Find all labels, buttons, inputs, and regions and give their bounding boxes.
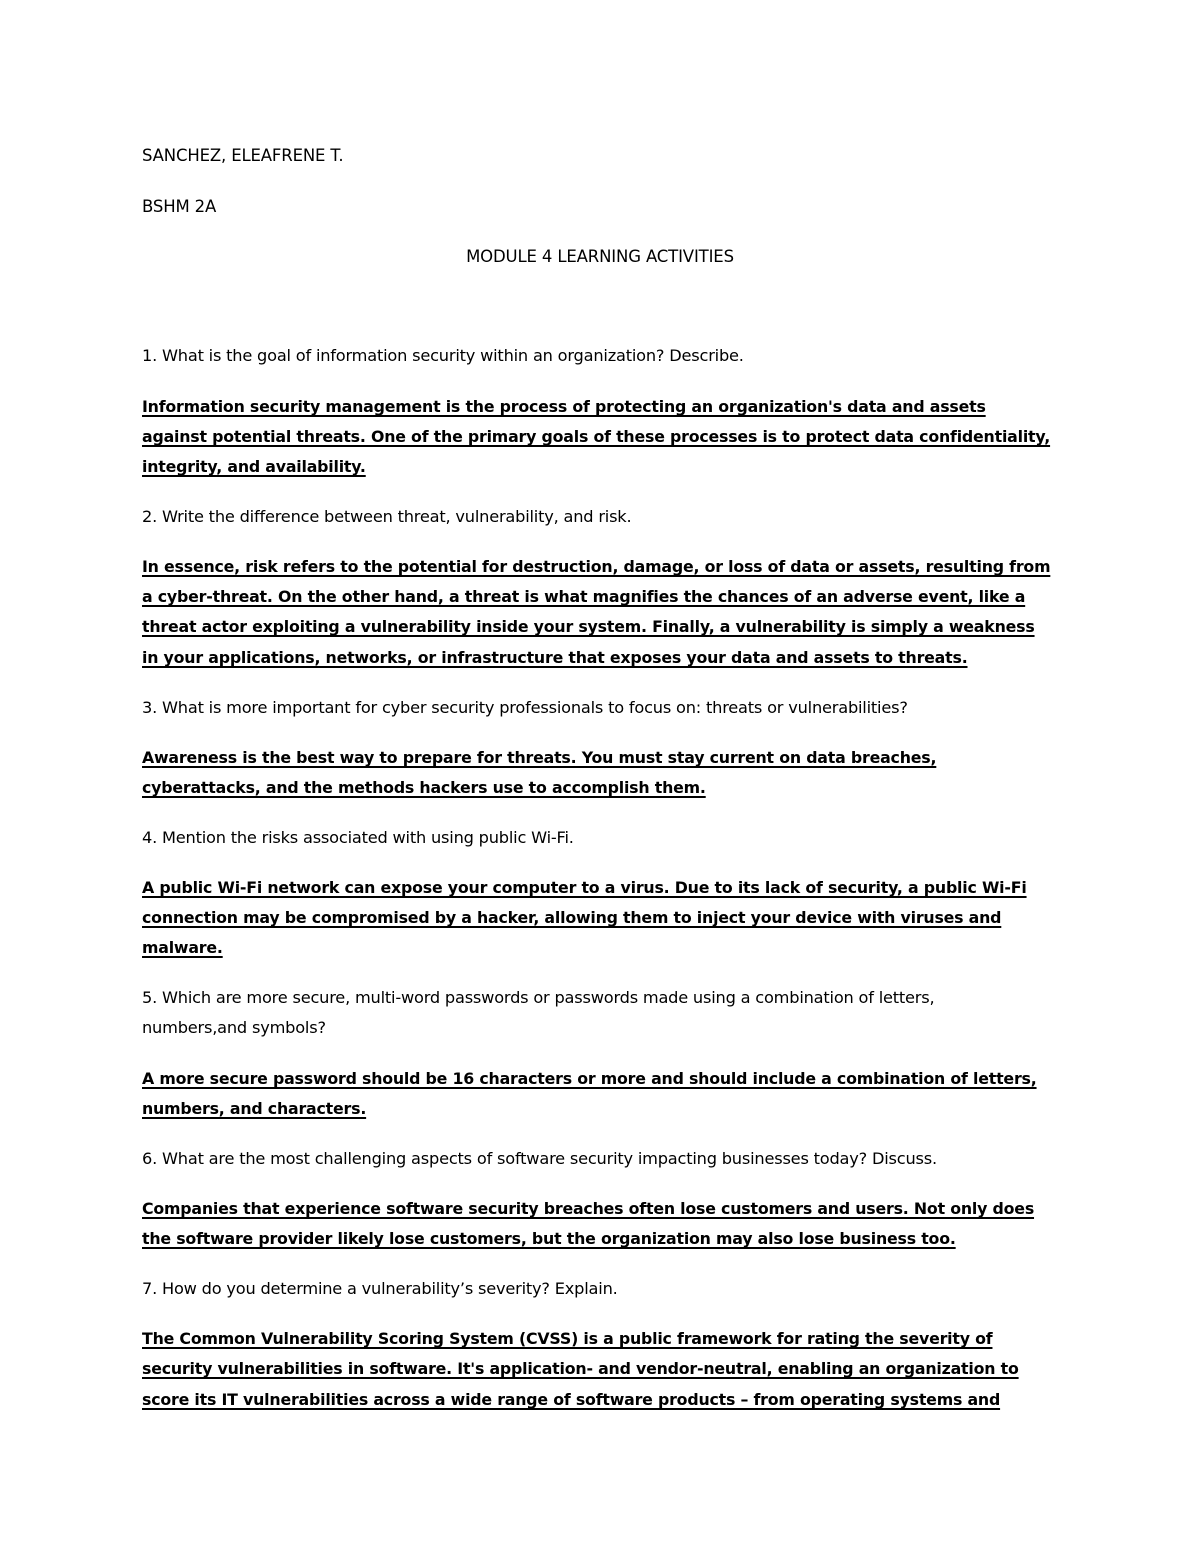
answer-7-line-3: score its IT vulnerabilities across a wide range of software products – from operating systems and (142, 1390, 1001, 1409)
question-4: 4. Mention the risks associated with using public Wi-Fi. (142, 828, 574, 847)
answer-1-line-1: Information security management is the process of protecting an organization's data and assets (142, 397, 986, 416)
question-5-line-2: numbers,and symbols? (142, 1018, 326, 1037)
answer-4-line-1: A public Wi-Fi network can expose your computer to a virus. Due to its lack of security, a public Wi-Fi (142, 878, 1027, 897)
answer-6-line-2: the software provider likely lose customers, but the organization may also lose business too. (142, 1229, 956, 1248)
question-6: 6. What are the most challenging aspects of software security impacting businesses today? Discuss. (142, 1149, 937, 1168)
answer-2-line-3: threat actor exploiting a vulnerability inside your system. Finally, a vulnerability is simply a weakness (142, 617, 1035, 636)
answer-7-line-2: security vulnerabilities in software. It's application- and vendor-neutral, enabling an organization to (142, 1359, 1019, 1378)
question-1: 1. What is the goal of information security within an organization? Describe. (142, 346, 744, 365)
answer-2-line-2: a cyber-threat. On the other hand, a threat is what magnifies the chances of an adverse event, like a (142, 587, 1026, 606)
answer-1-line-2: against potential threats. One of the primary goals of these processes is to protect data confidentiality, (142, 427, 1051, 446)
answer-5-line-2: numbers, and characters. (142, 1099, 367, 1118)
question-3: 3. What is more important for cyber security professionals to focus on: threats or vulnerabilities? (142, 698, 908, 717)
student-name: SANCHEZ, ELEAFRENE T. (142, 146, 344, 165)
student-section: BSHM 2A (142, 197, 217, 216)
answer-6-line-1: Companies that experience software security breaches often lose customers and users. Not only does (142, 1199, 1035, 1218)
answer-4-line-2: connection may be compromised by a hacker, allowing them to inject your device with viruses and (142, 908, 1002, 927)
answer-2-line-1: In essence, risk refers to the potential for destruction, damage, or loss of data or assets, resulting from (142, 557, 1051, 576)
answer-3-line-2: cyberattacks, and the methods hackers use to accomplish them. (142, 778, 706, 797)
answer-5-line-1: A more secure password should be 16 characters or more and should include a combination of letters, (142, 1069, 1037, 1088)
answer-7-line-1: The Common Vulnerability Scoring System (CVSS) is a public framework for rating the severity of (142, 1329, 993, 1348)
question-7: 7. How do you determine a vulnerability’s severity? Explain. (142, 1279, 618, 1298)
answer-2-line-4: in your applications, networks, or infrastructure that exposes your data and assets to threats. (142, 648, 968, 667)
answer-4-line-3: malware. (142, 938, 223, 957)
answer-3-line-1: Awareness is the best way to prepare for threats. You must stay current on data breaches, (142, 748, 937, 767)
question-5-line-1: 5. Which are more secure, multi-word passwords or passwords made using a combination of letters, (142, 988, 935, 1007)
page-title: MODULE 4 LEARNING ACTIVITIES (466, 247, 734, 266)
question-2: 2. Write the difference between threat, vulnerability, and risk. (142, 507, 632, 526)
answer-1-line-3: integrity, and availability. (142, 457, 366, 476)
